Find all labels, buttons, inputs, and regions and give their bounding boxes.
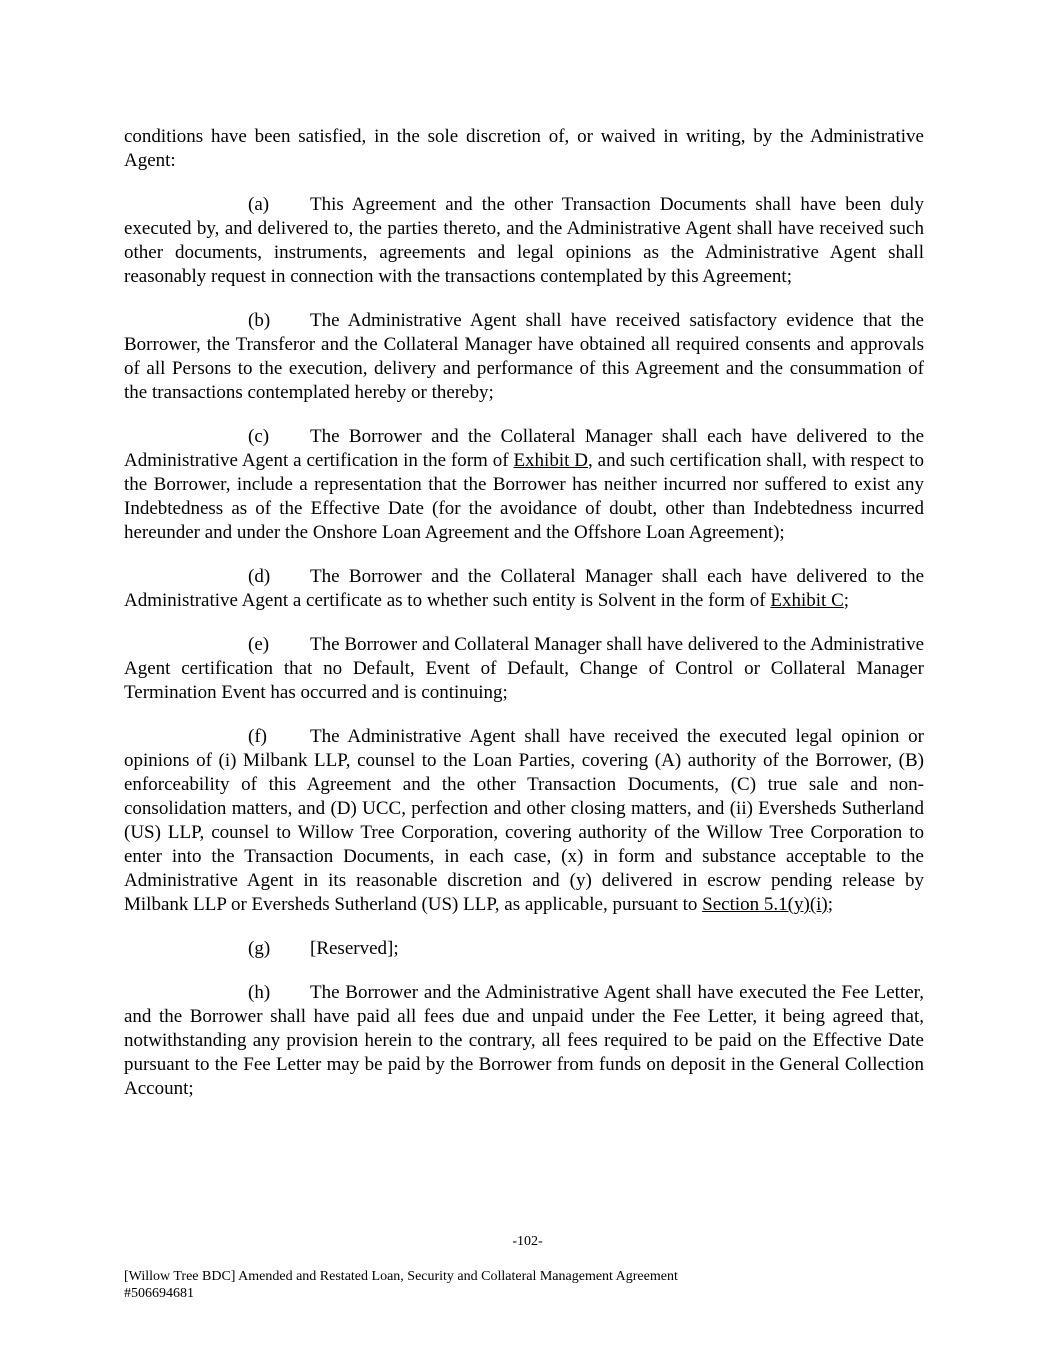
clause-text: The Borrower and the Administrative Agent shall have executed the Fee Letter, and the Borrower shall have paid all fees due and unpaid under the Fee Letter, it being agreed that, notwithstanding any provision herein to the contrary, all fees required to be paid on the Effective Date pursuant to the Fee Letter may be paid by the Borrower from funds on deposit in the General Collection Account; xyxy=(124,982,924,1099)
clause-g xyxy=(124,937,924,961)
clause-text: [Reserved]; xyxy=(310,938,399,959)
footer-title: [Willow Tree BDC] Amended and Restated Loan, Security and Collateral Management Agreement xyxy=(124,1269,678,1284)
footer-doc-id: #506694681 xyxy=(124,1286,194,1301)
clause-a xyxy=(124,193,924,289)
clause-text-after: ; xyxy=(827,894,834,915)
clause-marker: (c) xyxy=(248,426,270,447)
clause-c xyxy=(124,425,924,545)
page-number: -102- xyxy=(512,1234,543,1249)
clause-e xyxy=(124,633,924,705)
clause-d xyxy=(124,565,924,613)
clause-text-before: The Borrower and the Collateral Manager shall each have delivered to the Administrative Agent a certificate as to whether such entity is Solvent in the form of xyxy=(124,566,924,611)
clause-text: This Agreement and the other Transaction Documents shall have been duly executed by, and delivered to, the parties thereto, and the Administrative Agent shall have received such other documents, instruments, agreements and legal opinions as the Administrative Agent shall reasonably request in connection with the transactions contemplated by this Agreement; xyxy=(124,194,924,287)
clause-h xyxy=(124,981,924,1101)
section-reference: Section 5.1(y)(i) xyxy=(702,894,828,915)
clause-b xyxy=(124,309,924,405)
clause-f xyxy=(124,725,924,917)
clause-text: The Borrower and Collateral Manager shall have delivered to the Administrative Agent certification that no Default, Event of Default, Change of Control or Collateral Manager Termination Event has occurred and is continuing; xyxy=(124,634,924,703)
clause-marker: (g) xyxy=(248,938,271,959)
clause-text-before: The Borrower and the Collateral Manager shall each have delivered to the Administrative Agent a certification in the form of xyxy=(124,426,924,471)
clause-text: The Administrative Agent shall have received satisfactory evidence that the Borrower, the Transferor and the Collateral Manager have obtained all required consents and approvals of all Persons to the execution, delivery and performance of this Agreement and the consummation of the transactions contemplated hereby or thereby; xyxy=(124,310,924,403)
clause-text-after: ; xyxy=(843,590,850,611)
clause-text-after: , and such certification shall, with respect to the Borrower, include a representation that the Borrower has neither incurred nor suffered to exist any Indebtedness as of the Effective Date (for the avoidance of doubt, other than Indebtedness incurred hereunder and under the Onshore Loan Agreement and the Offshore Loan Agreement); xyxy=(124,450,924,543)
intro-paragraph: conditions have been satisfied, in the sole discretion of, or waived in writing, by the Administrative Agent: xyxy=(124,126,924,171)
clause-marker: (h) xyxy=(248,982,271,1003)
clause-marker: (b) xyxy=(248,310,271,331)
body-text xyxy=(124,125,924,1121)
clause-marker: (a) xyxy=(248,194,270,215)
clause-marker: (f) xyxy=(248,726,267,747)
exhibit-c-reference: Exhibit C xyxy=(770,590,844,611)
footer xyxy=(124,1268,924,1302)
clause-text-before: The Administrative Agent shall have received the executed legal opinion or opinions of (i) Milbank LLP, counsel to the Loan Parties, covering (A) authority of the Borrower, (B) enforceability of this Agreement and the other Transaction Documents, (C) true sale and non-consolidation matters, and (D) UCC, perfection and other closing matters, and (ii) Eversheds Sutherland (US) LLP, counsel to Willow Tree Corporation, covering authority of the Willow Tree Corporation to enter into the Transaction Documents, in each case, (x) in form and substance acceptable to the Administrative Agent in its reasonable discretion and (y) delivered in escrow pending release by Milbank LLP or Eversheds Sutherland (US) LLP, as applicable, pursuant to xyxy=(124,726,924,915)
clause-marker: (e) xyxy=(248,634,270,655)
exhibit-d-reference: Exhibit D xyxy=(513,450,588,471)
clause-marker: (d) xyxy=(248,566,271,587)
